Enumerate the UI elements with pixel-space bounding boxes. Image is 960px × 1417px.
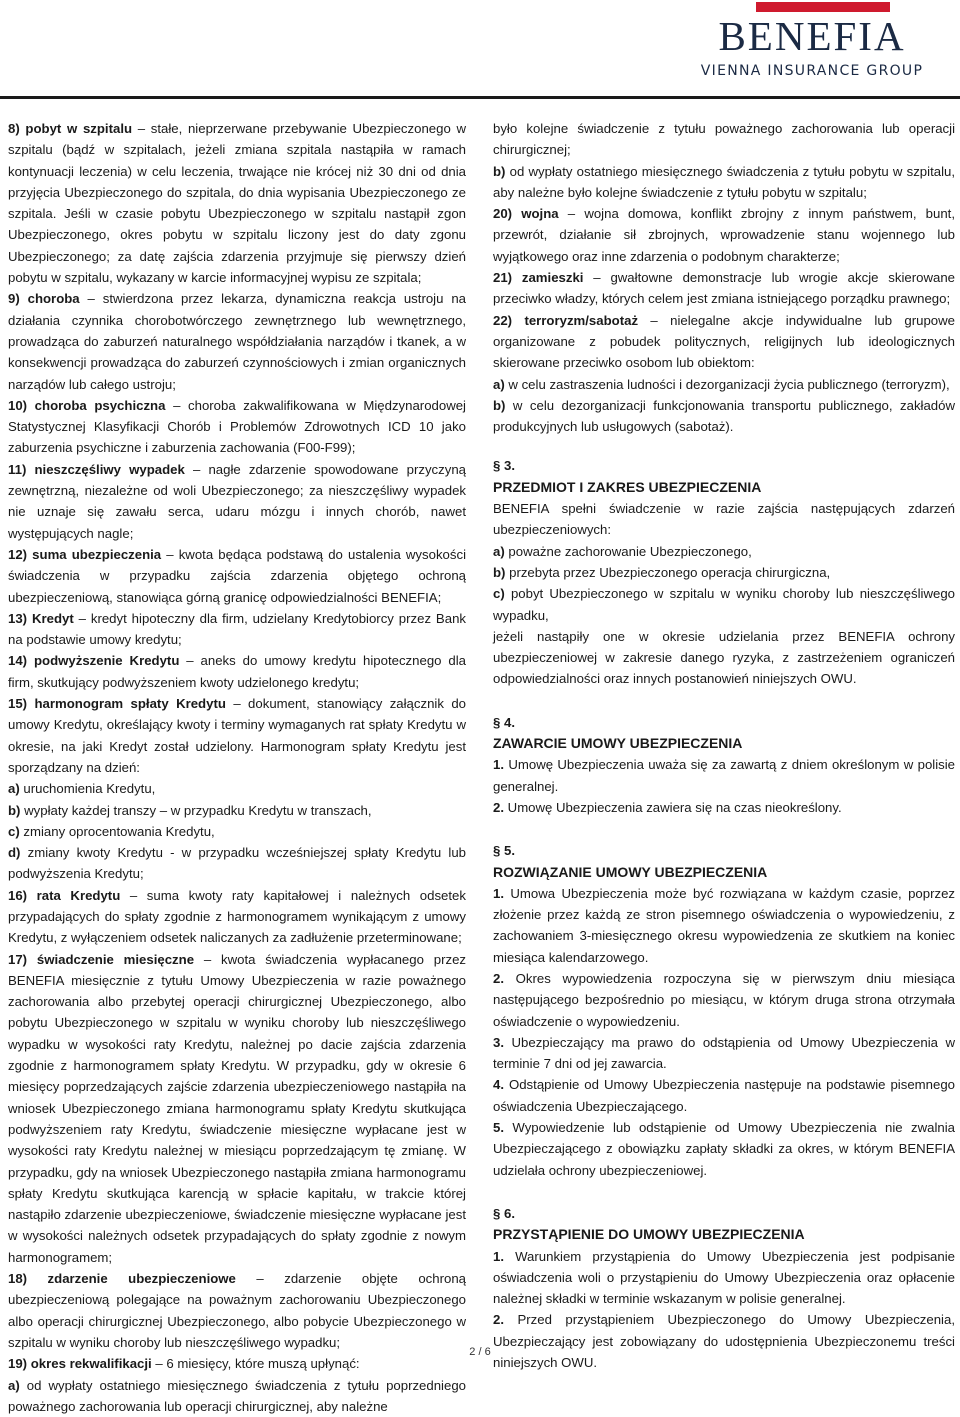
paragraph-text: w celu zastraszenia ludności i dezorganizacji życia publicznego (terroryzm), [504,376,950,392]
term: 2. [493,799,504,815]
paragraph-text: – kredyt hipoteczny dla firm, udzielany Kredytobiorcy przez Bank na podstawie umowy kredytu; [8,610,466,648]
paragraph [493,562,955,583]
paragraph [8,842,466,885]
section-number: § 5. [493,843,515,859]
section-number: § 4. [493,714,515,730]
paragraph [493,310,955,374]
paragraph-text: Warunkiem przystąpienia do Umowy Ubezpieczenia jest podpisanie oświadczenia woli o przystąpieniu do Umowy Ubezpieczenia oraz opłacenie należnej składki w terminie wskazanym w polisie generalnej. [493,1248,955,1307]
paragraph-text: – aneks do umowy kredytu hipotecznego dla firm, skutkujący podwyższeniem kwoty udzielonego kredytu; [8,653,466,690]
paragraph [8,778,466,799]
paragraph-text: od wypłaty ostatniego miesięcznego świadczenia z tytułu poprzedniego poważnego zachorowania lub operacji chirurgicznej, aby należne [8,1377,466,1414]
paragraph [493,1246,955,1310]
paragraph-text: – kwota będąca podstawą do ustalenia wysokości świadczenia w przypadku zajścia zdarzenia objętego ochroną ubezpieczeniową, stanowiąca górną granicę odpowiedzialności BENEFIA; [8,546,467,605]
paragraph [8,693,466,778]
paragraph-text: Przed przystąpieniem Ubezpieczonego do Umowy Ubezpieczenia, Ubezpieczający jest zobowiązany do udostępnienia Ubezpieczonemu treści niniejszych OWU. [493,1312,955,1371]
term: 3. [493,1034,504,1050]
term: 17) świadczenie miesięczne [8,951,195,967]
paragraph [493,968,955,1032]
paragraph [493,1032,955,1075]
term: 15) harmonogram spłaty Kredytu [8,696,226,712]
paragraph-text: poważne zachorowanie Ubezpieczonego, [504,543,752,559]
paragraph [8,800,466,821]
term: 1. [493,1248,504,1264]
paragraph-text: jeżeli nastąpiły one w okresie udzielania przez BENEFIA ochrony ubezpieczeniowej w zakresie danego ryzyka, z zastrzeżeniem ograniczeń odpowiedzialności oraz innych postanowień niniejszych OWU. [493,628,955,687]
section-number: § 3. [493,458,515,474]
paragraph [493,754,955,797]
paragraph-text: wypłaty każdej transzy – w przypadku Kredytu w transzach, [20,802,372,818]
paragraph-text: Ubezpieczający ma prawo do odstąpienia od Umowy Ubezpieczenia w terminie 7 dni od jej zawarcia. [493,1034,955,1072]
paragraph-text: od wypłaty ostatniego miesięcznego świadczenia z tytułu pobytu w szpitalu, aby należne było kolejne świadczenie z tytułu pobytu w szpitalu; [493,163,955,200]
paragraph [493,541,955,562]
paragraph [493,374,955,395]
paragraph-text: – kwota świadczenia wypłacanego przez BENEFIA miesięcznie z tytułu Umowy Ubezpieczenia w razie poważnego zachorowania albo przebytej operacji chirurgicznej Ubezpieczonego, albo pobytu Ubezpieczonego w szpitalu w wyniku choroby lub nieszczęśliwego wypadku w wysokości raty Kredytu, należnej po dacie zajścia zdarzenia zgodnie z harmonogramem spłaty Kredytu. W przypadku, gdy w okresie 6 miesięcy poprzedzających zajście zdarzenia ubezpieczeniowego nastąpiła na wniosek Ubezpieczonego zmiana harmonogramu spłaty Kredytu skutkująca podwyższeniem raty Kredytu, świadczenie miesięczne wypłacane jest w wysokości raty Kredytu należnej w miesiącu poprzedzającym tę zmianę. W przypadku, gdy na wniosek Ubezpieczonego nastąpiła zmiana harmonogramu spłaty Kredytu skutkująca karencją w spłacie kapitału, w trakcie której nastąpiło zdarzenie ubezpieczeniowe, świadczenie miesięczne wypłacane jest w wysokości należnych odsetek przypadających do spłaty zgodnie z nowym harmonogramem; [8,951,466,1265]
paragraph [493,498,955,541]
paragraph-text: – choroba zakwalifikowana w Międzynarodowej Statystycznej Klasyfikacji Chorób i Problemów Zdrowotnych ICD 10 jako zaburzenia psychiczne i zaburzenia zachowania (F00-F99); [8,397,466,456]
paragraph-text: BENEFIA spełni świadczenie w razie zajścia następujących zdarzeń ubezpieczeniowych: [493,501,955,538]
term: 18) zdarzenie ubezpieczeniowe [8,1271,236,1287]
term: 20) wojna [493,206,559,222]
paragraph-text: Umowę Ubezpieczenia zawiera się na czas nieokreślony. [504,799,842,815]
paragraph-text: – dokument, stanowiący załącznik do umowy Kredytu, określający kwoty i terminy wymaganych rat spłaty Kredytu w okresie, na jaki Kredyt został udzielony. Harmonogram spłaty Kredytu jest sporządzany na dzień: [8,696,467,775]
term: a) [8,1377,20,1393]
paragraph-text: – stwierdzona przez lekarza, dynamiczna reakcja ustroju na działania czynnika chorobotwórczego zewnętrznego lub wewnętrznego, prowadząca do zaburzeń naturalnego współdziałania narządów i tkanek, a w konsekwencji prowadząca do zaburzeń czynnościowych i zmian organicznych narządów lub całego ustroju; [8,291,466,392]
benefia-logo [692,2,932,82]
paragraph-text: Umowę Ubezpieczenia uważa się za zawartą z dniem określonym w polisie generalnej. [493,757,955,794]
term: 16) rata Kredytu [8,887,121,903]
paragraph [493,583,955,626]
page-number: 2 / 6 [469,1346,491,1358]
paragraph-text: – nagłe zdarzenie spowodowane przyczyną zewnętrzną, niezależne od woli Ubezpieczonego; za nieszczęśliwy wypadek nie uznaje się zawału serca, udaru mózgu i innych chorób, nawet występujących nagle; [8,461,466,541]
term: a) [493,376,505,392]
paragraph [493,395,955,438]
paragraph [8,885,466,949]
term: 19) okres rekwalifikacji [8,1356,152,1372]
term: a) [493,543,505,559]
paragraph [8,1375,466,1417]
term: b) [493,564,506,580]
term: c) [8,823,20,839]
paragraph [493,1074,955,1117]
section-title: PRZYSTĄPIENIE DO UMOWY UBEZPIECZENIA [493,1226,805,1243]
paragraph-text: przebyta przez Ubezpieczonego operacja chirurgiczna, [505,564,831,580]
paragraph [8,608,466,651]
paragraph-text: pobyt Ubezpieczonego w szpitalu w wyniku choroby lub nieszczęśliwego wypadku, [493,586,955,623]
paragraph-text: uruchomienia Kredytu, [19,781,156,797]
term: 11) nieszczęśliwy wypadek [8,461,185,477]
paragraph-text: – gwałtowne demonstracje lub wrogie akcje skierowane przeciwko władzy, których celem jest zmiana istniejącego porządku prawnego; [493,270,955,307]
term: 2. [493,970,504,986]
paragraph [493,203,955,267]
term: b) [493,397,506,413]
paragraph-text: Umowa Ubezpieczenia może być rozwiązana w każdym czasie, poprzez złożenie przez każdą ze stron pisemnego oświadczenia o wypowiedzeniu, z zachowaniem 3-miesięcznego okresu wypowiedzenia ze skutkiem na koniec miesiąca kalendarzowego. [493,885,955,965]
term: a) [8,781,20,797]
paragraph [8,1268,466,1353]
paragraph-text: – zdarzenie objęte ochroną ubezpieczeniową polegające na poważnym zachorowaniu Ubezpieczonego albo operacji chirurgicznej Ubezpieczonego, albo pobycie Ubezpieczonego w szpitalu w wyniku choroby lub nieszczęśliwego wypadku; [8,1271,466,1350]
term: 9) choroba [8,291,80,307]
term: b) [8,802,21,818]
paragraph [493,161,955,204]
term: 4. [493,1077,504,1093]
paragraph [8,650,466,693]
header-rule [0,96,960,99]
paragraph [493,1309,955,1373]
term: c) [493,586,505,602]
paragraph-text: – wojna domowa, konflikt zbrojny z innym państwem, bunt, przewrót, działanie sił zbrojnych, wprowadzenie stanu wojennego lub wyjątkowego oraz inne zdarzenia o podobnym charakterze; [493,206,956,264]
term: 2. [493,1312,504,1328]
section-title: PRZEDMIOT I ZAKRES UBEZPIECZENIA [493,478,762,495]
term: 1. [493,757,504,773]
paragraph-text: zmiany oprocentowania Kredytu, [19,823,215,839]
paragraph [8,118,466,288]
term: 21) zamieszki [493,270,584,286]
logo-red-bar [756,2,890,12]
left-column [8,118,466,1417]
paragraph [493,118,955,161]
paragraph [8,459,466,544]
paragraph [8,288,466,394]
section-title: ZAWARCIE UMOWY UBEZPIECZENIA [493,735,743,752]
section-number: § 6. [493,1205,515,1221]
paragraph-text: było kolejne świadczenie z tytułu poważnego zachorowania lub operacji chirurgicznej; [493,121,955,158]
term: d) [8,845,21,861]
paragraph-text: Wypowiedzenie lub odstąpienie od Umowy Ubezpieczenia nie zwalnia Ubezpieczającego z obowiązku zapłaty składki za okres, w którym BENEFIA udzielała ochrony ubezpieczeniowej. [493,1120,955,1178]
paragraph [493,797,955,818]
right-column [493,118,955,1373]
paragraph [493,267,955,310]
paragraph [493,1117,955,1181]
paragraph-text: – 6 miesięcy, które muszą upłynąć: [151,1356,360,1372]
term: 5. [493,1120,504,1136]
paragraph-text: Okres wypowiedzenia rozpoczyna się w pierwszym dniu miesiąca następującego bezpośrednio po miesiącu, w którym druga strona otrzymała oświadczenie o wypowiedzeniu. [493,970,955,1029]
paragraph [493,626,955,690]
logo-brand: BENEFIA [718,13,906,59]
paragraph-text: – nielegalne akcje indywidualne lub grupowe organizowane z pobudek politycznych, religijnych lub ideologicznych skierowane przeciwko osobom lub obiektom: [493,312,955,371]
term: 8) pobyt w szpitalu [8,121,133,136]
paragraph [8,949,466,1268]
paragraph-text: Odstąpienie od Umowy Ubezpieczenia następuje na podstawie pisemnego oświadczenia Ubezpieczającego. [493,1077,955,1114]
paragraph-text: w celu dezorganizacji funkcjonowania transportu publicznego, zakładów produkcyjnych lub usługowych (sabotaż). [493,397,955,435]
paragraph [493,883,955,968]
term: 22) terroryzm/sabotaż [493,312,639,328]
paragraph-text: – suma kwoty raty kapitałowej i należnych odsetek przypadających do spłaty zgodnie z harmonogramem wynikającym z umowy Kredytu, z wyłączeniem odsetek naliczanych za zadłużenie przeterminowane; [8,887,466,946]
term: 12) suma ubezpieczenia [8,546,162,562]
paragraph-text: zmiany kwoty Kredytu - w przypadku wcześniejszej spłaty Kredytu lub podwyższenia Kredytu; [8,845,466,882]
term: 14) podwyższenie Kredytu [8,653,180,669]
term: 10) choroba psychiczna [8,397,166,413]
paragraph [8,395,466,459]
paragraph [8,544,466,608]
paragraph-text: – stałe, nieprzerwane przebywanie Ubezpieczonego w szpitalu (bądź w szpitalach, jeżeli zmiana szpitala nastąpiła w ramach kontynuacji leczenia) w celu leczenia, trwające nie krócej niż 30 dni od dnia przyjęcia Ubezpieczonego do szpitala, do dnia wypisania Ubezpieczonego ze szpitala. Jeśli w czasie pobytu Ubezpieczonego w szpitalu nastąpił zgon Ubezpieczonego, okres pobytu w szpitalu liczony jest do daty zgonu Ubezpieczonego; za datę zajścia zdarzenia przyjmuje się pierwszy dzień pobytu w szpitalu, wykazany w karcie informacyjnej wypisu ze szpitala; [8,121,467,286]
logo-tagline: VIENNA INSURANCE GROUP [700,63,924,79]
paragraph [8,821,466,842]
term: b) [493,163,506,179]
term: 13) Kredyt [8,610,74,626]
term: 1. [493,885,504,901]
section-title: ROZWIĄZANIE UMOWY UBEZPIECZENIA [493,863,768,880]
